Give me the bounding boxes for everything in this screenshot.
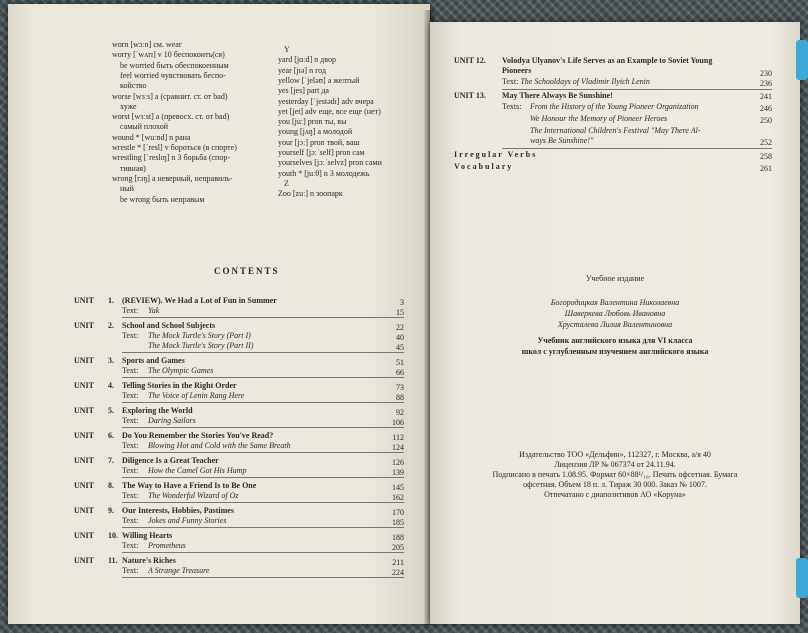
text-label: Text: (122, 331, 139, 340)
text-label: Text: (122, 466, 139, 475)
divider (122, 317, 404, 318)
unit-title: Do You Remember the Stories You've Read? (122, 431, 274, 440)
unit-page: 126 (392, 458, 404, 467)
unit-label: UNIT (74, 356, 95, 365)
vocab-entry: wound * [wuːnd] n рана (112, 132, 191, 142)
publisher-line-3: Подписано в печать 1.08.95. Формат 60×88¹/₁₆. Печать офсетная. Бумага (492, 470, 738, 479)
vocabulary-entry: Vocabulary (454, 162, 514, 171)
vocab-entry: тивная) (120, 163, 146, 173)
unit-12-page: 230 (760, 69, 772, 78)
edition-label: Учебное издание (585, 274, 645, 283)
unit-label: UNIT (74, 481, 95, 490)
vocab-entry: yard [jɑːd] n двор (278, 55, 336, 65)
text-title: A Strange Treasure (148, 566, 210, 575)
text-title: How the Camel Got His Hump (148, 466, 247, 475)
unit-number: 3. (108, 356, 114, 365)
blue-tab-marker (796, 40, 808, 80)
publisher-line-5: Отпечатано с диапозитивов АО «Коруна» (544, 490, 686, 499)
divider (502, 148, 772, 149)
divider (122, 452, 404, 453)
unit-page: 3 (400, 298, 404, 307)
unit-number: 10. (108, 531, 118, 540)
book-title-line-2: школ с углубленным изучением английского языка (521, 347, 709, 356)
unit-page: 51 (396, 358, 404, 367)
unit-13-text-3-cont: ways Be Sunshine!" (530, 136, 594, 145)
text-page: 106 (392, 418, 404, 427)
vocab-entry: yesterday [ˈjestədɪ] adv вчера (278, 96, 374, 106)
author-3: Хрусталева Лилия Валентиновна (557, 320, 673, 329)
unit-label: UNIT (74, 531, 95, 540)
text-title: The Mock Turtle's Story (Part I) (148, 331, 251, 340)
text-label: Text: (122, 541, 139, 550)
publisher-line-1: Издательство ТОО «Дельфин», 112327, г. Москва, а/я 40 (519, 450, 711, 459)
vocab-entry: wrong [rɔŋ] a неверный, неправиль- (112, 173, 233, 183)
unit-label: UNIT (74, 321, 95, 330)
vocab-entry: young [jʌŋ] a молодой (278, 127, 353, 137)
book-title-line-1: Учебник английского языка для VI класса (537, 336, 693, 345)
divider (502, 89, 772, 90)
unit-number: 2. (108, 321, 114, 330)
text-label: Text: (122, 516, 139, 525)
vocab-entry: yourself [jɔːˈself] pron сам (278, 148, 365, 157)
unit-12-text-page: 236 (760, 79, 772, 88)
text-label: Text: (122, 566, 139, 575)
text-title: Yak (148, 306, 160, 315)
irregular-verbs-page: 258 (760, 152, 772, 161)
text-title: The Wonderful Wizard of Oz (148, 491, 239, 500)
vocab-entry: your [jɔː] pron твой, ваш (278, 137, 360, 147)
text-title: The Mock Turtle's Story (Part II) (148, 341, 254, 350)
text-page: 162 (392, 493, 404, 502)
unit-number: 11. (108, 556, 118, 565)
unit-13-label: UNIT 13. (454, 91, 486, 100)
unit-number: 9. (108, 506, 114, 515)
vocab-entry: койство (120, 81, 147, 91)
vocab-entry: worry [ˈwʌrɪ] v 10 беспокоить(ся) (112, 50, 225, 60)
divider (122, 402, 404, 403)
vocab-entry: be worried быть обеспокоенным (120, 60, 229, 70)
unit-13-text-3-page: 252 (760, 138, 772, 147)
vocab-entry: Y (284, 45, 290, 54)
text-title: Jokes and Funny Stories (148, 516, 227, 525)
unit-title: Diligence Is a Great Teacher (122, 456, 219, 465)
vocab-entry: хуже (120, 101, 137, 111)
publisher-line-4: офсетная. Объем 18 п. л. Тираж 30 000. Заказ № 1007. (523, 480, 707, 489)
divider (122, 477, 404, 478)
text-page: 40 (396, 333, 404, 342)
unit-12-title-cont: Pioneers (502, 66, 532, 75)
unit-13-text-2-page: 250 (760, 116, 772, 125)
text-page: 15 (396, 308, 404, 317)
unit-label: UNIT (74, 431, 95, 440)
text-page: 66 (396, 368, 404, 377)
unit-label: UNIT (74, 556, 95, 565)
vocab-entry: worse [wɜːs] a (сравнит. ст. от bad) (112, 91, 228, 101)
unit-title: Willing Hearts (122, 531, 173, 540)
text-label: Text: (122, 416, 139, 425)
divider (122, 552, 404, 553)
text-page: 124 (392, 443, 404, 452)
unit-label: UNIT (74, 456, 95, 465)
vocab-entry: yourselves [jɔːˈselvz] pron сами (278, 158, 382, 168)
vocab-entry: самый плохой (120, 122, 168, 132)
vocabulary-page: 261 (760, 164, 772, 173)
unit-12-text: Text: The Schooldays of Vladimir Ilyich Lenin (502, 77, 650, 86)
unit-13-texts-label: Texts: (502, 102, 522, 111)
unit-title: The Way to Have a Friend Is to Be One (122, 481, 257, 490)
vocab-entry: wrestling [ˈreslɪŋ] n 3 борьба (спор- (112, 153, 230, 163)
unit-number: 7. (108, 456, 114, 465)
text-page: 45 (396, 343, 404, 352)
unit-page: 211 (392, 558, 404, 567)
unit-number: 1. (108, 296, 114, 305)
text-title: The Olympic Games (148, 366, 214, 375)
text-title: Blowing Hot and Cold with the Same Breath (148, 441, 291, 450)
unit-title: Sports and Games (122, 356, 185, 365)
vocab-entry: yet [jet] adv еще, все еще (нет) (278, 106, 381, 116)
vocab-entry: wrestle * [ˈresl] v бороться (в спорте) (112, 143, 237, 152)
vocab-entry: yellow [ˈjeləʊ] a желтый (278, 75, 360, 85)
unit-page: 188 (392, 533, 404, 542)
text-label: Text: (122, 491, 139, 500)
unit-page: 22 (396, 323, 404, 332)
unit-label: UNIT (74, 381, 95, 390)
vocab-entry: be wrong быть неправым (120, 194, 205, 204)
text-label: Text: (122, 391, 139, 400)
text-page: 139 (392, 468, 404, 477)
unit-page: 92 (396, 408, 404, 417)
unit-number: 8. (108, 481, 114, 490)
vocab-entry: Zoo [zuː] n зоопарк (278, 189, 343, 199)
unit-title: Nature's Riches (122, 556, 176, 565)
vocab-entry: feel worried чувствовать беспо- (120, 70, 226, 80)
unit-12-label: UNIT 12. (454, 56, 486, 65)
unit-number: 6. (108, 431, 114, 440)
vocab-entry: year [jɪə] n год (278, 65, 327, 75)
unit-title: (REVIEW). We Had a Lot of Fun in Summer (122, 296, 277, 305)
vocab-entry: ный (120, 184, 134, 194)
unit-number: 4. (108, 381, 114, 390)
unit-13-title: May There Always Be Sunshine! (502, 91, 613, 100)
author-2: Шаверкева Любовь Ивановна (564, 309, 666, 318)
unit-13-text-1: From the History of the Young Pioneer Organization (530, 102, 699, 111)
divider (122, 527, 404, 528)
unit-13-text-2: We Honour the Memory of Pioneer Heroes (530, 114, 668, 123)
divider (122, 427, 404, 428)
unit-title: Our Interests, Hobbies, Pastimes (122, 506, 234, 515)
vocab-entry: worn [wɔːn] см. wear (112, 40, 182, 49)
unit-number: 5. (108, 406, 114, 415)
text-page: 224 (392, 568, 404, 577)
divider (122, 377, 404, 378)
vocab-entry: youth * [juːθ] n 3 молодежь (278, 168, 370, 178)
vocab-entry: worst [wɜːst] a (превосх. ст. от bad) (112, 112, 230, 122)
text-label: Text: (122, 306, 139, 315)
unit-page: 112 (392, 433, 404, 442)
publisher-line-2: Лицензия ЛР № 067374 от 24.11.94. (554, 460, 676, 469)
unit-label: UNIT (74, 406, 95, 415)
unit-title: Exploring the World (122, 406, 193, 415)
vocab-entry: Z (284, 178, 289, 188)
right-page (430, 22, 800, 624)
text-title: Daring Sailors (148, 416, 196, 425)
unit-12-title: Volodya Ulyanov's Life Serves as an Example to Soviet Young (502, 56, 713, 65)
text-label: Text: (122, 366, 139, 375)
unit-label: UNIT (74, 506, 95, 515)
unit-label: UNIT (74, 296, 95, 305)
left-page (8, 4, 430, 624)
vocab-entry: you [juː] pron ты, вы (278, 117, 347, 127)
unit-13-text-3: The International Children's Festival "May There Al- (530, 126, 701, 135)
divider (122, 577, 404, 578)
text-page: 88 (396, 393, 404, 402)
text-page: 205 (392, 543, 404, 552)
unit-title: School and School Subjects (122, 321, 216, 330)
unit-title: Telling Stories in the Right Order (122, 381, 237, 390)
text-label: Text: (122, 441, 139, 450)
unit-page: 145 (392, 483, 404, 492)
contents-title: CONTENTS (214, 266, 280, 276)
blue-tab-marker (796, 558, 808, 598)
author-1: Богородицкая Валентина Николаевна (550, 298, 680, 307)
unit-13-page: 241 (760, 92, 772, 101)
divider (122, 502, 404, 503)
text-page: 185 (392, 518, 404, 527)
text-title: The Voice of Lenin Rang Here (148, 391, 245, 400)
text-title: Prometheus (148, 541, 186, 550)
vocab-entry: yes [jes] part да (278, 86, 329, 96)
divider (122, 352, 404, 353)
unit-13-text-1-page: 246 (760, 104, 772, 113)
unit-page: 170 (392, 508, 404, 517)
unit-page: 73 (396, 383, 404, 392)
irregular-verbs: Irregular Verbs (454, 150, 538, 159)
